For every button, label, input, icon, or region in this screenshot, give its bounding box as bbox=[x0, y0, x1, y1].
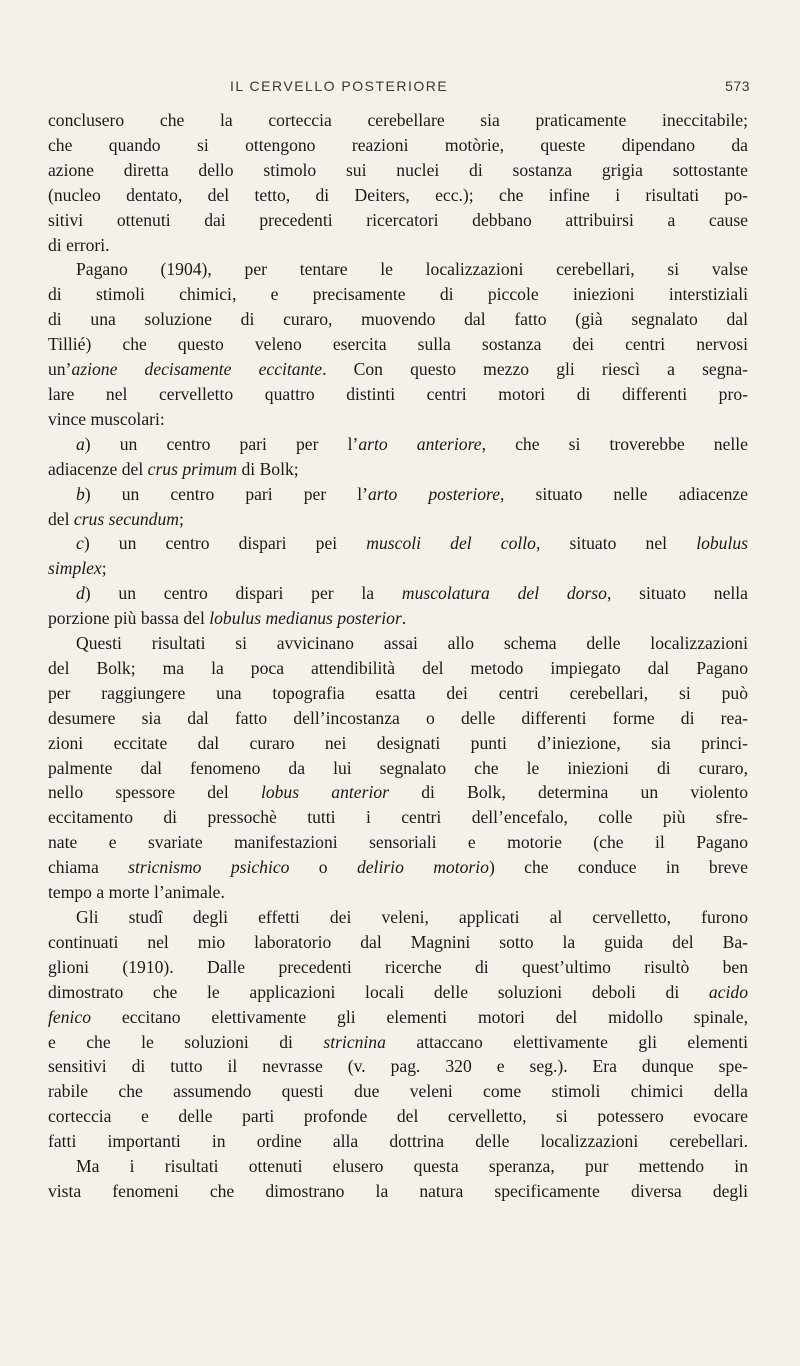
text-run: , situato nel bbox=[535, 533, 697, 554]
text-run: di una soluzione di curaro, muovendo dal fatto (già segnalato dal bbox=[48, 309, 748, 330]
text-run: ) che conduce in breve bbox=[488, 857, 748, 878]
text-run: di stimoli chimici, e precisamente di piccole iniezioni interstiziali bbox=[48, 284, 748, 305]
italic-text: stricnina bbox=[323, 1031, 386, 1052]
text-line bbox=[48, 282, 748, 307]
text-run: ) un centro dispari per la bbox=[84, 583, 402, 604]
text-line bbox=[48, 681, 748, 706]
text-line bbox=[48, 432, 748, 457]
italic-text: arto posteriore bbox=[367, 483, 501, 504]
text-line bbox=[48, 332, 748, 357]
italic-text: b bbox=[76, 483, 85, 504]
text-run: azione diretta dello stimolo sui nuclei di sostanza grigia sottostante bbox=[48, 159, 748, 180]
text-run: vince muscolari: bbox=[48, 408, 165, 429]
text-run: o bbox=[289, 857, 357, 878]
text-line bbox=[48, 830, 748, 855]
text-run: lare nel cervelletto quattro distinti centri motori di differenti pro- bbox=[48, 383, 748, 404]
text-run: del Bolk; ma la poca attendibilità del metodo impiegato dal Pagano bbox=[48, 657, 748, 678]
italic-text: muscoli del collo bbox=[366, 533, 536, 554]
text-line bbox=[48, 930, 748, 955]
text-line bbox=[48, 980, 748, 1005]
text-run: e che le soluzioni di bbox=[48, 1031, 324, 1052]
text-run: porzione più bassa del bbox=[48, 608, 210, 629]
text-line bbox=[48, 357, 748, 382]
italic-text: d bbox=[76, 583, 85, 604]
text-run: eccitano elettivamente gli elementi motori del midollo spinale, bbox=[91, 1006, 748, 1027]
text-run: ) un centro dispari pei bbox=[83, 533, 367, 554]
italic-text: simplex bbox=[48, 558, 102, 579]
italic-text: arto anteriore bbox=[358, 433, 482, 454]
text-line bbox=[48, 382, 748, 407]
text-run: Gli studî degli effetti dei veleni, applicati al cervelletto, furono bbox=[76, 907, 748, 927]
text-run: nello spessore del bbox=[48, 782, 261, 803]
text-run: continuati nel mio laboratorio dal Magnini sotto la guida del Ba- bbox=[48, 931, 748, 952]
text-line bbox=[48, 955, 748, 980]
italic-text: lobulus medianus posterior bbox=[209, 608, 402, 629]
text-line bbox=[48, 1030, 748, 1055]
text-line bbox=[48, 482, 748, 507]
text-line bbox=[48, 731, 748, 756]
text-run: , che si troverebbe nelle bbox=[481, 433, 748, 454]
text-run: Tillié) che questo veleno esercita sulla sostanza dei centri nervosi bbox=[48, 334, 748, 355]
text-run: Pagano (1904), per tentare le localizzazioni cerebellari, si valse bbox=[76, 259, 748, 280]
text-line bbox=[48, 183, 748, 208]
text-run: di errori. bbox=[48, 234, 110, 255]
page-header bbox=[230, 78, 750, 100]
text-line bbox=[48, 158, 748, 183]
italic-text: a bbox=[76, 433, 85, 454]
text-line bbox=[48, 233, 748, 258]
text-line bbox=[48, 805, 748, 830]
running-title: IL CERVELLO POSTERIORE bbox=[230, 78, 449, 94]
text-run: attaccano elettivamente gli elementi bbox=[385, 1031, 749, 1052]
italic-text: crus secundum bbox=[73, 508, 179, 529]
text-run: per raggiungere una topografia esatta dei centri cerebellari, si può bbox=[48, 682, 748, 703]
text-run: conclusero che la corteccia cerebellare sia praticamente ineccitabile; bbox=[48, 110, 748, 130]
text-run: zioni eccitate dal curaro nei designati punti d’iniezione, sia princi- bbox=[48, 732, 748, 753]
text-line bbox=[48, 1054, 748, 1079]
text-run: ; bbox=[101, 558, 107, 579]
text-run: . Con questo mezzo gli riescì a segna- bbox=[322, 359, 748, 380]
text-line bbox=[48, 1104, 748, 1129]
text-line bbox=[48, 706, 748, 731]
text-line bbox=[48, 1005, 748, 1030]
text-run: ) un centro pari per l’ bbox=[84, 433, 359, 454]
text-line bbox=[48, 880, 748, 905]
text-run: che quando si ottengono reazioni motòrie, queste dipendano da bbox=[48, 134, 748, 155]
italic-text: acido bbox=[708, 981, 748, 1002]
text-line bbox=[48, 1079, 748, 1104]
text-line bbox=[48, 108, 748, 133]
text-run: ) un centro pari per l’ bbox=[84, 483, 368, 504]
italic-text: fenico bbox=[48, 1006, 91, 1027]
text-line bbox=[48, 307, 748, 332]
text-line bbox=[48, 257, 748, 282]
page-number: 573 bbox=[725, 78, 750, 94]
text-run: di Bolk; bbox=[237, 458, 299, 479]
text-line bbox=[48, 457, 748, 482]
text-line bbox=[48, 780, 748, 805]
text-line bbox=[48, 507, 748, 532]
text-line bbox=[48, 208, 748, 233]
italic-text: c bbox=[76, 533, 84, 554]
text-line bbox=[48, 1129, 748, 1154]
italic-text: stricnismo psichico bbox=[128, 857, 290, 878]
text-run: adiacenze del bbox=[48, 458, 148, 479]
text-run: rabile che assumendo questi due veleni come stimoli chimici della bbox=[48, 1081, 748, 1102]
text-run: dimostrato che le applicazioni locali delle soluzioni deboli di bbox=[48, 981, 709, 1002]
text-run: glioni (1910). Dalle precedenti ricerche di quest’ultimo risultò ben bbox=[48, 956, 748, 977]
italic-text: azione decisamente eccitante bbox=[71, 359, 323, 380]
text-run: di Bolk, determina un violento bbox=[388, 782, 748, 803]
italic-text: crus primum bbox=[147, 458, 238, 479]
text-line bbox=[48, 133, 748, 158]
text-run: Ma i risultati ottenuti elusero questa speranza, pur mettendo in bbox=[76, 1156, 748, 1177]
text-line bbox=[48, 556, 748, 581]
text-line bbox=[48, 531, 748, 556]
text-run: desumere sia dal fatto dell’incostanza o delle differenti forme di rea- bbox=[48, 707, 748, 728]
text-line bbox=[48, 407, 748, 432]
text-line bbox=[48, 855, 748, 880]
text-run: tempo a morte l’animale. bbox=[48, 882, 225, 903]
text-run: nate e svariate manifestazioni sensoriali e motorie (che il Pagano bbox=[48, 832, 748, 853]
text-line bbox=[48, 1179, 748, 1204]
text-run: vista fenomeni che dimostrano la natura specificamente diversa degli bbox=[48, 1180, 748, 1201]
text-run: fatti importanti in ordine alla dottrina delle localizzazioni cerebellari. bbox=[48, 1131, 748, 1152]
text-run: chiama bbox=[48, 857, 129, 878]
text-run: corteccia e delle parti profonde del cervelletto, si potessero evocare bbox=[48, 1106, 748, 1127]
text-run: , situato nelle adiacenze bbox=[500, 483, 748, 504]
text-run: del bbox=[48, 508, 74, 529]
text-run: Questi risultati si avvicinano assai allo schema delle localizzazioni bbox=[76, 633, 748, 654]
text-run: . bbox=[401, 608, 407, 629]
text-run: un’ bbox=[48, 359, 72, 380]
text-run: palmente dal fenomeno da lui segnalato che le iniezioni di curaro, bbox=[48, 757, 748, 778]
text-run: sensitivi di tutto il nevrasse (v. pag. 320 e seg.). Era dunque spe- bbox=[48, 1056, 748, 1077]
italic-text: lobus anterior bbox=[260, 782, 389, 803]
italic-text: muscolatura del dorso bbox=[401, 583, 607, 604]
text-line bbox=[48, 905, 748, 930]
text-line bbox=[48, 656, 748, 681]
text-run: (nucleo dentato, del tetto, di Deiters, ecc.); che infine i risultati po- bbox=[48, 184, 748, 205]
text-run: eccitamento di pressochè tutti i centri dell’encefalo, colle più sfre- bbox=[48, 807, 748, 828]
text-line bbox=[48, 1154, 748, 1179]
body-text bbox=[48, 108, 748, 1204]
text-line bbox=[48, 606, 748, 631]
text-run: sitivi ottenuti dai precedenti ricercatori debbano attribuirsi a cause bbox=[48, 209, 748, 230]
italic-text: lobulus bbox=[696, 533, 748, 554]
text-line bbox=[48, 581, 748, 606]
text-run: ; bbox=[178, 508, 184, 529]
text-line bbox=[48, 631, 748, 656]
text-line bbox=[48, 756, 748, 781]
text-run: , situato nella bbox=[606, 583, 748, 604]
italic-text: delirio motorio bbox=[356, 857, 489, 878]
